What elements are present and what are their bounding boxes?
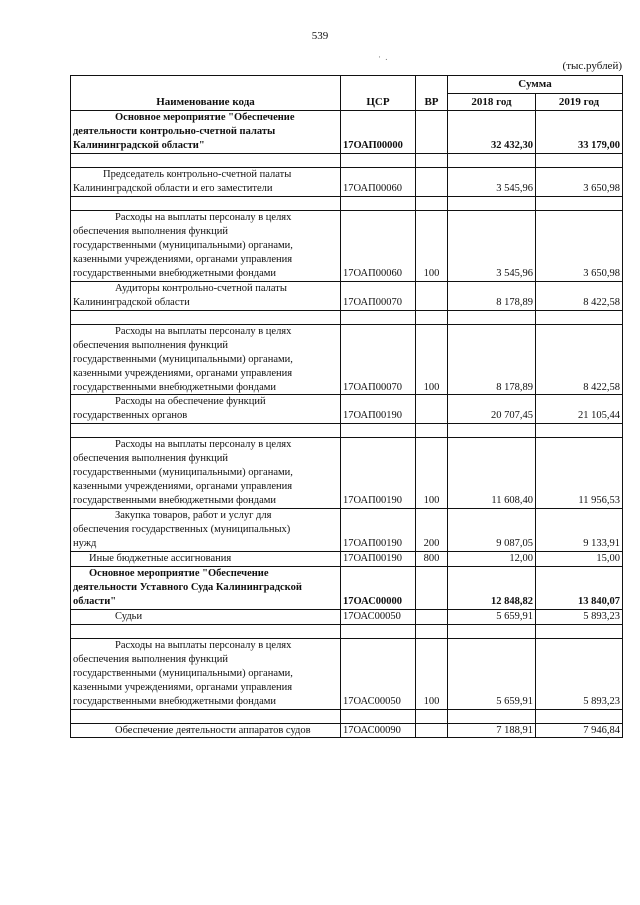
- row-vr: [416, 609, 448, 624]
- row-name-line: Закупка товаров, работ и услуг для: [115, 510, 272, 522]
- spacer-row: [71, 709, 623, 723]
- row-amount-2019: 9 133,91: [536, 509, 623, 552]
- row-name-line: государственными (муниципальными) органами,: [73, 467, 293, 479]
- row-name: [71, 324, 341, 395]
- row-name: [71, 211, 341, 282]
- row-amount-2019: 5 893,23: [536, 638, 623, 709]
- row-csr: 17ОАП00190: [341, 395, 416, 424]
- table-row: [71, 168, 623, 197]
- row-amount-2018: 9 087,05: [448, 509, 536, 552]
- row-csr: 17ОАП00070: [341, 324, 416, 395]
- row-csr: 17ОАС00090: [341, 723, 416, 738]
- row-amount-2019: 3 650,98: [536, 168, 623, 197]
- row-vr: 100: [416, 324, 448, 395]
- row-amount-2018: 32 432,30: [448, 111, 536, 154]
- row-csr: 17ОАП00060: [341, 211, 416, 282]
- table-row: [71, 324, 623, 395]
- spacer-cell: [448, 709, 536, 723]
- row-name-line: Калининградской области: [73, 296, 190, 308]
- row-name-line: деятельности контрольно-счетной палаты: [73, 126, 276, 138]
- spacer-row: [71, 310, 623, 324]
- row-amount-2018: 11 608,40: [448, 438, 536, 509]
- row-vr: 800: [416, 551, 448, 566]
- row-name-line: обеспечения выполнения функций: [73, 225, 229, 237]
- spacer-cell: [71, 709, 341, 723]
- row-name-line: государственными (муниципальными) органами,: [73, 239, 293, 251]
- row-amount-2018: 8 178,89: [448, 324, 536, 395]
- spacer-cell: [536, 709, 623, 723]
- row-amount-2018: 8 178,89: [448, 281, 536, 310]
- spacer-row: [71, 624, 623, 638]
- row-amount-2019: 11 956,53: [536, 438, 623, 509]
- spacer-cell: [536, 154, 623, 168]
- row-name: [71, 566, 341, 609]
- spacer-row: [71, 154, 623, 168]
- row-name-line: Расходы на выплаты персоналу в целях: [115, 212, 292, 224]
- row-name-line: Основное мероприятие "Обеспечение: [89, 567, 269, 579]
- spacer-cell: [448, 424, 536, 438]
- row-name-line: казенными учреждениями, органами управления: [73, 253, 293, 265]
- spacer-cell: [71, 310, 341, 324]
- spacer-cell: [416, 709, 448, 723]
- row-name-line: Аудиторы контрольно-счетной палаты: [115, 282, 287, 294]
- row-vr: 100: [416, 211, 448, 282]
- units-label: (тыс.рублей): [562, 60, 622, 72]
- row-csr: 17ОАС00000: [341, 566, 416, 609]
- row-name-line: государственными внебюджетными фондами: [73, 695, 277, 707]
- spacer-cell: [416, 424, 448, 438]
- header-csr: ЦСР: [341, 76, 416, 111]
- table-row: [71, 211, 623, 282]
- row-amount-2018: 3 545,96: [448, 168, 536, 197]
- row-csr: 17ОАП00060: [341, 168, 416, 197]
- row-name: [71, 111, 341, 154]
- scan-speck: · .: [378, 52, 389, 62]
- spacer-cell: [536, 310, 623, 324]
- spacer-cell: [536, 424, 623, 438]
- spacer-cell: [341, 310, 416, 324]
- spacer-cell: [416, 154, 448, 168]
- row-name-line: Основное мероприятие "Обеспечение: [115, 112, 295, 124]
- page-number: 539: [311, 30, 329, 42]
- table-row: [71, 566, 623, 609]
- row-name-line: государственными внебюджетными фондами: [73, 267, 277, 279]
- spacer-cell: [71, 197, 341, 211]
- row-amount-2019: 15,00: [536, 551, 623, 566]
- spacer-row: [71, 197, 623, 211]
- spacer-cell: [341, 709, 416, 723]
- row-name: [71, 168, 341, 197]
- row-csr: 17ОАП00070: [341, 281, 416, 310]
- spacer-cell: [416, 624, 448, 638]
- row-csr: 17ОАП00190: [341, 509, 416, 552]
- row-csr: 17ОАП00190: [341, 438, 416, 509]
- row-vr: [416, 281, 448, 310]
- row-vr: [416, 111, 448, 154]
- row-name-line: государственными (муниципальными) органами,: [73, 667, 293, 679]
- row-amount-2019: 8 422,58: [536, 281, 623, 310]
- row-csr: 17ОАП00000: [341, 111, 416, 154]
- header-year-2018: 2018 год: [448, 93, 536, 111]
- spacer-cell: [341, 154, 416, 168]
- spacer-cell: [448, 624, 536, 638]
- row-amount-2018: 5 659,91: [448, 638, 536, 709]
- row-vr: 200: [416, 509, 448, 552]
- table-row: [71, 395, 623, 424]
- row-amount-2018: 12,00: [448, 551, 536, 566]
- row-name-line: казенными учреждениями, органами управления: [73, 681, 293, 693]
- table-row: [71, 551, 623, 566]
- row-vr: 100: [416, 638, 448, 709]
- table-row: [71, 638, 623, 709]
- spacer-cell: [416, 197, 448, 211]
- row-name: [71, 638, 341, 709]
- row-vr: [416, 723, 448, 738]
- row-name-line: Расходы на выплаты персоналу в целях: [115, 639, 292, 651]
- row-name-line: казенными учреждениями, органами управления: [73, 481, 293, 493]
- table-row: [71, 509, 623, 552]
- row-name-line: Калининградской области": [73, 140, 205, 152]
- table-body: [71, 111, 623, 738]
- spacer-cell: [341, 197, 416, 211]
- table-row: [71, 609, 623, 624]
- spacer-row: [71, 424, 623, 438]
- row-name-line: казенными учреждениями, органами управления: [73, 367, 293, 379]
- row-name-line: обеспечения выполнения функций: [73, 653, 229, 665]
- row-csr: 17ОАП00190: [341, 551, 416, 566]
- row-name-line: Расходы на выплаты персоналу в целях: [115, 439, 292, 451]
- row-amount-2019: 33 179,00: [536, 111, 623, 154]
- spacer-cell: [71, 624, 341, 638]
- row-name-line: государственных органов: [73, 410, 188, 422]
- row-name-line: обеспечения государственных (муниципальных): [73, 524, 291, 536]
- row-amount-2019: 21 105,44: [536, 395, 623, 424]
- row-name: [71, 609, 341, 624]
- table-row: [71, 438, 623, 509]
- row-name-line: Расходы на обеспечение функций: [115, 396, 266, 408]
- header-year-2019: 2019 год: [536, 93, 623, 111]
- row-name-line: области": [73, 595, 117, 607]
- spacer-cell: [448, 154, 536, 168]
- row-name-line: обеспечения выполнения функций: [73, 339, 229, 351]
- row-name-line: Иные бюджетные ассигнования: [89, 552, 232, 564]
- row-name-line: обеспечения выполнения функций: [73, 453, 229, 465]
- row-amount-2019: 8 422,58: [536, 324, 623, 395]
- row-csr: 17ОАС00050: [341, 638, 416, 709]
- row-name: [71, 281, 341, 310]
- table-row: [71, 723, 623, 738]
- row-name-line: Председатель контрольно-счетной палаты: [103, 169, 292, 181]
- header-name: Наименование кода: [71, 76, 341, 111]
- table-row: [71, 111, 623, 154]
- row-amount-2018: 7 188,91: [448, 723, 536, 738]
- row-name-line: нужд: [73, 538, 97, 550]
- row-name: [71, 509, 341, 552]
- row-vr: [416, 395, 448, 424]
- row-amount-2018: 20 707,45: [448, 395, 536, 424]
- row-csr: 17ОАС00050: [341, 609, 416, 624]
- spacer-cell: [341, 624, 416, 638]
- spacer-cell: [536, 624, 623, 638]
- row-amount-2019: 7 946,84: [536, 723, 623, 738]
- row-name-line: Обеспечение деятельности аппаратов судов: [115, 724, 311, 736]
- row-name-line: Расходы на выплаты персоналу в целях: [115, 325, 292, 337]
- header-vr: ВР: [416, 76, 448, 111]
- spacer-cell: [448, 197, 536, 211]
- spacer-cell: [416, 310, 448, 324]
- header-sum: Сумма: [448, 76, 623, 94]
- row-name: [71, 438, 341, 509]
- spacer-cell: [71, 424, 341, 438]
- row-name-line: государственными внебюджетными фондами: [73, 495, 277, 507]
- row-vr: [416, 566, 448, 609]
- row-name: [71, 723, 341, 738]
- row-amount-2019: 13 840,07: [536, 566, 623, 609]
- spacer-cell: [448, 310, 536, 324]
- spacer-cell: [341, 424, 416, 438]
- row-amount-2019: 5 893,23: [536, 609, 623, 624]
- table-row: [71, 281, 623, 310]
- row-name-line: деятельности Уставного Суда Калининградской: [73, 581, 302, 593]
- budget-table: [70, 75, 623, 738]
- row-amount-2018: 3 545,96: [448, 211, 536, 282]
- row-vr: [416, 168, 448, 197]
- row-amount-2019: 3 650,98: [536, 211, 623, 282]
- row-amount-2018: 5 659,91: [448, 609, 536, 624]
- spacer-cell: [71, 154, 341, 168]
- row-name-line: Калининградской области и его заместители: [73, 183, 273, 195]
- row-name-line: государственными внебюджетными фондами: [73, 381, 277, 393]
- row-name: [71, 551, 341, 566]
- row-name: [71, 395, 341, 424]
- row-name-line: государственными (муниципальными) органами,: [73, 353, 293, 365]
- row-vr: 100: [416, 438, 448, 509]
- row-amount-2018: 12 848,82: [448, 566, 536, 609]
- spacer-cell: [536, 197, 623, 211]
- row-name-line: Судьи: [115, 610, 143, 622]
